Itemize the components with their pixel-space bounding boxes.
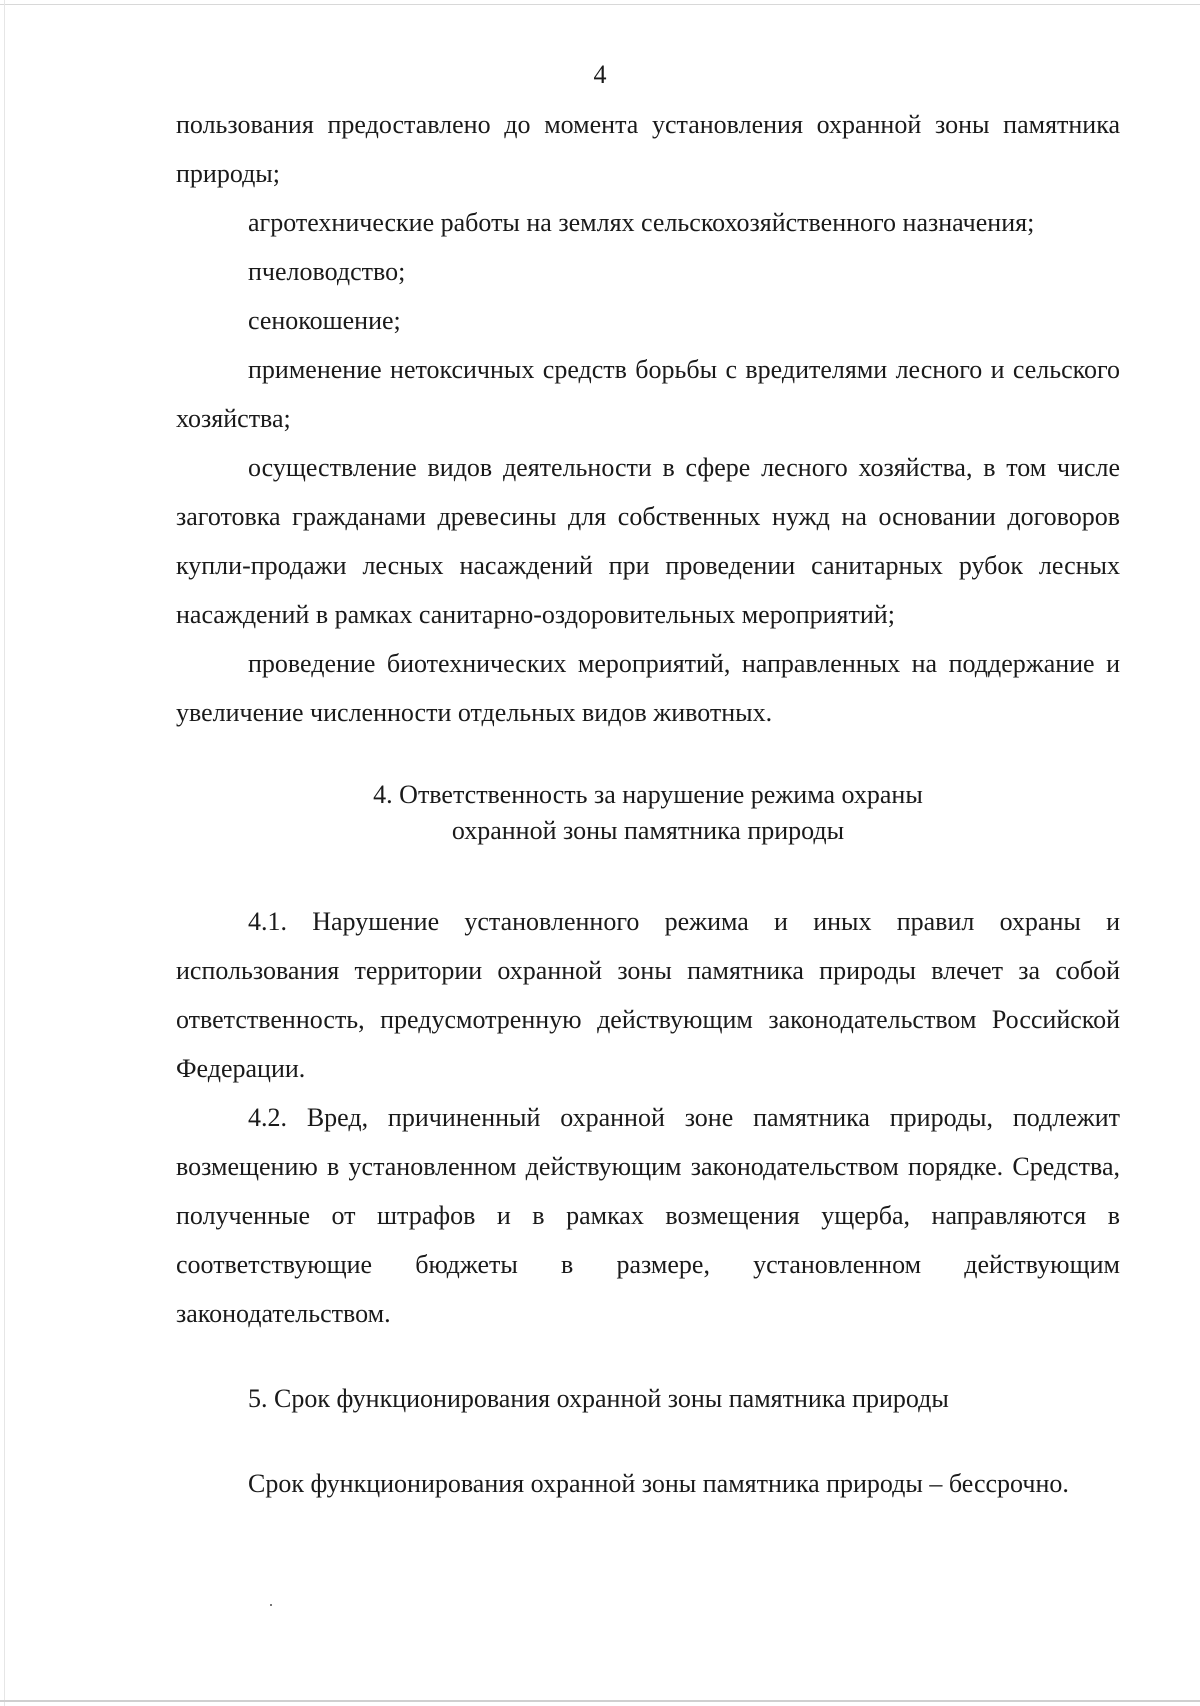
scan-left-edge xyxy=(4,0,5,1706)
page-number: 4 xyxy=(593,60,607,89)
list-item: сенокошение; xyxy=(248,306,401,335)
section-4-paragraph-2: 4.2. Вред, причиненный охранной зоне памятника природы, подлежит возмещению в установленном действующим законодательством порядке. Средства, полученные от штрафов и в рамках возмещения ущерба, направляются в соответствующие бюджеты в размере, установленном действующим законодательством. xyxy=(176,1103,1120,1328)
list-item: применение нетоксичных средств борьбы с вредителями лесного и сельского хозяйства; xyxy=(176,355,1120,433)
section-5-heading: 5. Срок функционирования охранной зоны памятника природы xyxy=(248,1384,949,1413)
scan-bottom-edge xyxy=(0,1700,1200,1702)
scan-top-edge xyxy=(0,4,1200,5)
section-4-heading-line-2: охранной зоны памятника природы xyxy=(451,816,845,845)
document-body xyxy=(176,100,1120,1508)
continuation-paragraph: пользования предоставлено до момента установления охранной зоны памятника природы; xyxy=(176,110,1120,188)
section-4-heading-line-1: 4. Ответственность за нарушение режима охраны xyxy=(373,780,923,809)
list-item: проведение биотехнических мероприятий, направленных на поддержание и увеличение численности отдельных видов животных. xyxy=(176,649,1120,727)
section-4-paragraph-1: 4.1. Нарушение установленного режима и иных правил охраны и использования территории охранной зоны памятника природы влечет за собой ответственность, предусмотренную действующим законодательством Российской Федерации. xyxy=(176,907,1120,1083)
section-5-paragraph-1: Срок функционирования охранной зоны памятника природы – бессрочно. xyxy=(248,1469,1069,1498)
list-item: агротехнические работы на землях сельскохозяйственного назначения; xyxy=(248,208,1035,237)
scan-speck xyxy=(270,1604,272,1606)
list-item: пчеловодство; xyxy=(248,257,406,286)
list-item: осуществление видов деятельности в сфере лесного хозяйства, в том числе заготовка гражданами древесины для собственных нужд на основании договоров купли-продажи лесных насаждений при проведении санитарных рубок лесных насаждений в рамках санитарно-оздоровительных мероприятий; xyxy=(176,453,1120,629)
